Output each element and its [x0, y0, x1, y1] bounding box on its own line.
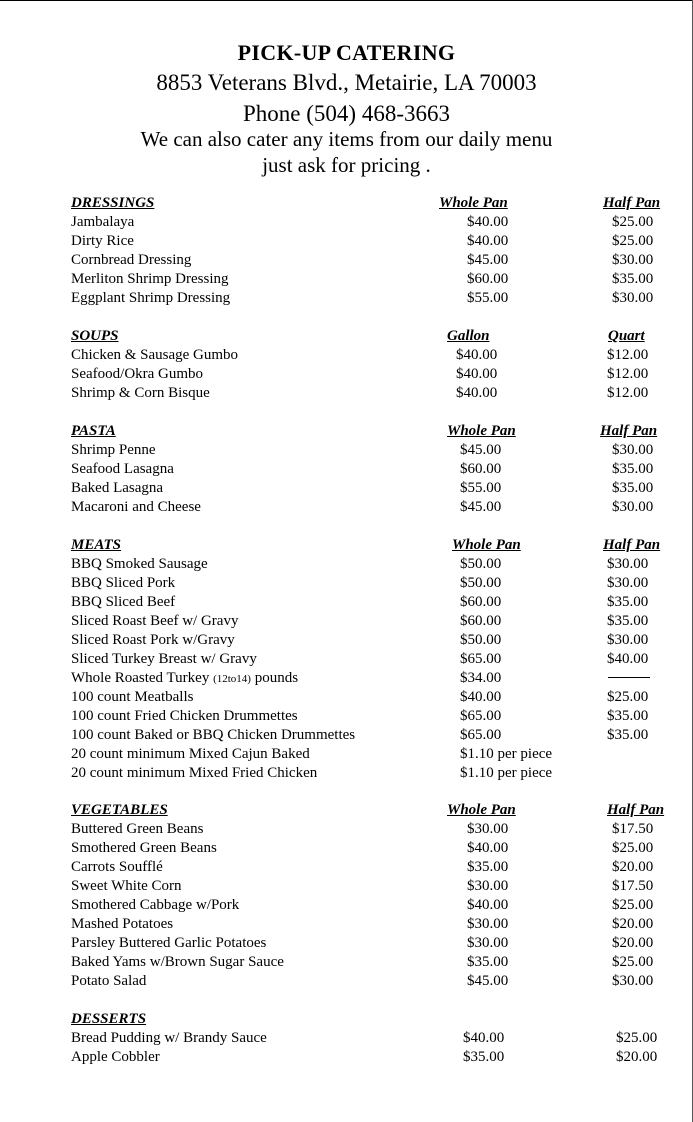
item-name: 100 count Baked or BBQ Chicken Drummettes — [71, 727, 356, 743]
item-name: 100 count Fried Chicken Drummettes — [71, 708, 298, 724]
whole-pan-price: $40.00 — [467, 233, 509, 249]
whole-pan-price: $40.00 — [467, 897, 509, 913]
menu-item — [71, 707, 671, 726]
menu-item — [71, 631, 671, 650]
half-pan-price: $25.00 — [612, 233, 654, 249]
per-piece-price: $1.10 per piece — [460, 746, 553, 762]
menu-item — [71, 213, 671, 232]
column-header-whole-pan: Whole Pan — [439, 195, 508, 211]
item-name: Shrimp Penne — [71, 442, 156, 458]
item-name: Parsley Buttered Garlic Potatoes — [71, 935, 267, 951]
whole-pan-price: $45.00 — [467, 973, 509, 989]
item-name: Smothered Green Beans — [71, 840, 217, 856]
half-pan-price: $20.00 — [612, 859, 654, 875]
whole-pan-price: $65.00 — [460, 651, 502, 667]
menu-item — [71, 688, 671, 707]
half-pan-price: $25.00 — [612, 840, 654, 856]
menu-item — [71, 365, 671, 384]
half-pan-price: $17.50 — [612, 878, 654, 894]
menu-item — [71, 972, 671, 991]
whole-pan-price: $55.00 — [467, 290, 509, 306]
half-pan-not-available — [608, 669, 650, 688]
item-name: Apple Cobbler — [71, 1049, 160, 1065]
whole-pan-price: $55.00 — [460, 480, 502, 496]
menu-item — [71, 232, 671, 251]
whole-pan-price: $35.00 — [467, 859, 509, 875]
column-header-half-pan: Half Pan — [607, 802, 665, 818]
half-pan-price: $25.00 — [612, 954, 654, 970]
menu-item — [71, 669, 671, 688]
item-name: Mashed Potatoes — [71, 916, 174, 932]
gallon-price: $40.00 — [456, 366, 498, 382]
quart-price: $12.00 — [607, 347, 649, 363]
whole-pan-price: $45.00 — [467, 252, 509, 268]
whole-pan-price: $40.00 — [463, 1030, 505, 1046]
note-line-1: We can also cater any items from our daily menu — [140, 127, 553, 151]
item-name: Sweet White Corn — [71, 878, 182, 894]
item-name: Carrots Soufflé — [71, 859, 163, 875]
item-name-main: Whole Roasted Turkey — [71, 670, 214, 686]
gallon-price: $40.00 — [456, 385, 498, 401]
section-title: DESSERTS — [71, 1011, 147, 1027]
item-name: Jambalaya — [71, 214, 135, 230]
item-name: Buttered Green Beans — [71, 821, 204, 837]
whole-pan-price: $35.00 — [463, 1049, 505, 1065]
item-name: Dirty Rice — [71, 233, 134, 249]
menu-item — [71, 460, 671, 479]
phone: Phone (504) 468-3663 — [243, 101, 450, 126]
item-name: 100 count Meatballs — [71, 689, 194, 705]
item-name: Baked Lasagna — [71, 480, 164, 496]
half-pan-price: $17.50 — [612, 821, 654, 837]
half-pan-price: $35.00 — [612, 271, 654, 287]
menu-item — [71, 953, 671, 972]
item-name: Sliced Roast Pork w/Gravy — [71, 632, 235, 648]
section-header — [71, 194, 671, 213]
whole-pan-price: $50.00 — [460, 556, 502, 572]
menu-item — [71, 1029, 671, 1048]
section-title: PASTA — [71, 423, 116, 439]
whole-pan-price: $30.00 — [467, 878, 509, 894]
per-piece-price: $1.10 per piece — [460, 765, 553, 781]
item-name: Seafood Lasagna — [71, 461, 174, 477]
whole-pan-price: $50.00 — [460, 632, 502, 648]
section-title: VEGETABLES — [71, 802, 168, 818]
section-title: DRESSINGS — [71, 195, 155, 211]
section-dressings — [71, 194, 671, 308]
section-meats — [71, 536, 671, 783]
menu-item — [71, 1048, 671, 1067]
whole-pan-price: $50.00 — [460, 575, 502, 591]
item-name: Seafood/Okra Gumbo — [71, 366, 204, 382]
half-pan-price: $30.00 — [612, 499, 654, 515]
menu-item — [71, 479, 671, 498]
half-pan-price: $35.00 — [607, 613, 649, 629]
half-pan-price: $20.00 — [612, 935, 654, 951]
half-pan-price: $25.00 — [607, 689, 649, 705]
column-header-half-pan: Half Pan — [603, 537, 661, 553]
half-pan-price: $30.00 — [612, 290, 654, 306]
menu-item — [71, 726, 671, 745]
column-header-gallon: Gallon — [447, 328, 490, 344]
half-pan-price: $30.00 — [612, 973, 654, 989]
whole-pan-price: $40.00 — [460, 689, 502, 705]
menu-item — [71, 574, 671, 593]
whole-pan-price: $40.00 — [467, 840, 509, 856]
section-soups — [71, 327, 671, 403]
item-name: BBQ Sliced Pork — [71, 575, 176, 591]
menu-item — [71, 346, 671, 365]
section-header — [71, 536, 671, 555]
whole-pan-price: $45.00 — [460, 442, 502, 458]
item-name: BBQ Smoked Sausage — [71, 556, 208, 572]
top-border — [0, 0, 693, 1]
section-header — [71, 327, 671, 346]
menu-item — [71, 612, 671, 631]
item-name: Merliton Shrimp Dressing — [71, 271, 229, 287]
whole-pan-price: $65.00 — [460, 727, 502, 743]
half-pan-price: $30.00 — [612, 442, 654, 458]
item-name: Macaroni and Cheese — [71, 499, 201, 515]
item-name: Baked Yams w/Brown Sugar Sauce — [71, 954, 284, 970]
section-vegetables — [71, 801, 671, 991]
item-name — [71, 669, 298, 689]
gallon-price: $40.00 — [456, 347, 498, 363]
whole-pan-price: $45.00 — [460, 499, 502, 515]
item-name: Bread Pudding w/ Brandy Sauce — [71, 1030, 267, 1046]
menu-item — [71, 745, 671, 764]
half-pan-price: $35.00 — [612, 461, 654, 477]
whole-pan-price: $60.00 — [467, 271, 509, 287]
whole-pan-price: $30.00 — [467, 935, 509, 951]
column-header-whole-pan: Whole Pan — [447, 802, 516, 818]
half-pan-price: $40.00 — [607, 651, 649, 667]
menu-item — [71, 593, 671, 612]
column-header-half-pan: Half Pan — [603, 195, 661, 211]
whole-pan-price: $35.00 — [467, 954, 509, 970]
half-pan-price: $30.00 — [607, 575, 649, 591]
section-pasta — [71, 422, 671, 517]
section-desserts — [71, 1010, 671, 1067]
whole-pan-price: $65.00 — [460, 708, 502, 724]
item-name: 20 count minimum Mixed Cajun Baked — [71, 746, 310, 762]
quart-price: $12.00 — [607, 366, 649, 382]
quart-price: $12.00 — [607, 385, 649, 401]
menu-item — [71, 441, 671, 460]
section-header — [71, 801, 671, 820]
menu-title: PICK-UP CATERING — [237, 40, 456, 65]
menu-item — [71, 839, 671, 858]
half-pan-price: $25.00 — [612, 214, 654, 230]
item-name: Sliced Roast Beef w/ Gravy — [71, 613, 239, 629]
section-header — [71, 1010, 671, 1029]
menu-item — [71, 764, 671, 783]
menu-item — [71, 915, 671, 934]
menu-item — [71, 289, 671, 308]
item-name: BBQ Sliced Beef — [71, 594, 176, 610]
item-weight-range: (12to14) — [213, 673, 251, 685]
half-pan-price: $35.00 — [607, 594, 649, 610]
whole-pan-price: $30.00 — [467, 916, 509, 932]
item-name: Chicken & Sausage Gumbo — [71, 347, 239, 363]
whole-pan-price: $60.00 — [460, 613, 502, 629]
half-pan-price: $25.00 — [612, 897, 654, 913]
menu-item — [71, 858, 671, 877]
item-name: Sliced Turkey Breast w/ Gravy — [71, 651, 257, 667]
address: 8853 Veterans Blvd., Metairie, LA 70003 — [156, 70, 537, 95]
section-header — [71, 422, 671, 441]
whole-pan-price: $60.00 — [460, 594, 502, 610]
half-pan-price: $20.00 — [612, 916, 654, 932]
whole-pan-price: $34.00 — [460, 670, 502, 686]
half-pan-price: $35.00 — [607, 727, 649, 743]
item-name: Potato Salad — [71, 973, 147, 989]
section-title: SOUPS — [71, 328, 119, 344]
menu-item — [71, 498, 671, 517]
dash-line — [608, 677, 650, 678]
half-pan-price: $20.00 — [616, 1049, 658, 1065]
item-name: Shrimp & Corn Bisque — [71, 385, 210, 401]
column-header-whole-pan: Whole Pan — [447, 423, 516, 439]
menu-item — [71, 384, 671, 403]
column-header-whole-pan: Whole Pan — [452, 537, 521, 553]
item-name: Eggplant Shrimp Dressing — [71, 290, 231, 306]
menu-item — [71, 820, 671, 839]
item-name: Cornbread Dressing — [71, 252, 192, 268]
column-header-half-pan: Half Pan — [600, 423, 658, 439]
menu-item — [71, 877, 671, 896]
menu-item — [71, 896, 671, 915]
section-title: MEATS — [71, 537, 122, 553]
menu-item — [71, 555, 671, 574]
menu-item — [71, 934, 671, 953]
menu-item — [71, 650, 671, 669]
column-header-quart: Quart — [608, 328, 645, 344]
item-name: 20 count minimum Mixed Fried Chicken — [71, 765, 318, 781]
half-pan-price: $35.00 — [607, 708, 649, 724]
item-name: Smothered Cabbage w/Pork — [71, 897, 240, 913]
whole-pan-price: $40.00 — [467, 214, 509, 230]
half-pan-price: $30.00 — [612, 252, 654, 268]
menu-item — [71, 251, 671, 270]
half-pan-price: $30.00 — [607, 556, 649, 572]
half-pan-price: $25.00 — [616, 1030, 658, 1046]
whole-pan-price: $30.00 — [467, 821, 509, 837]
menu-item — [71, 270, 671, 289]
half-pan-price: $35.00 — [612, 480, 654, 496]
item-name-suffix: pounds — [250, 670, 299, 686]
note-line-2: just ask for pricing . — [262, 153, 431, 177]
whole-pan-price: $60.00 — [460, 461, 502, 477]
half-pan-price: $30.00 — [607, 632, 649, 648]
